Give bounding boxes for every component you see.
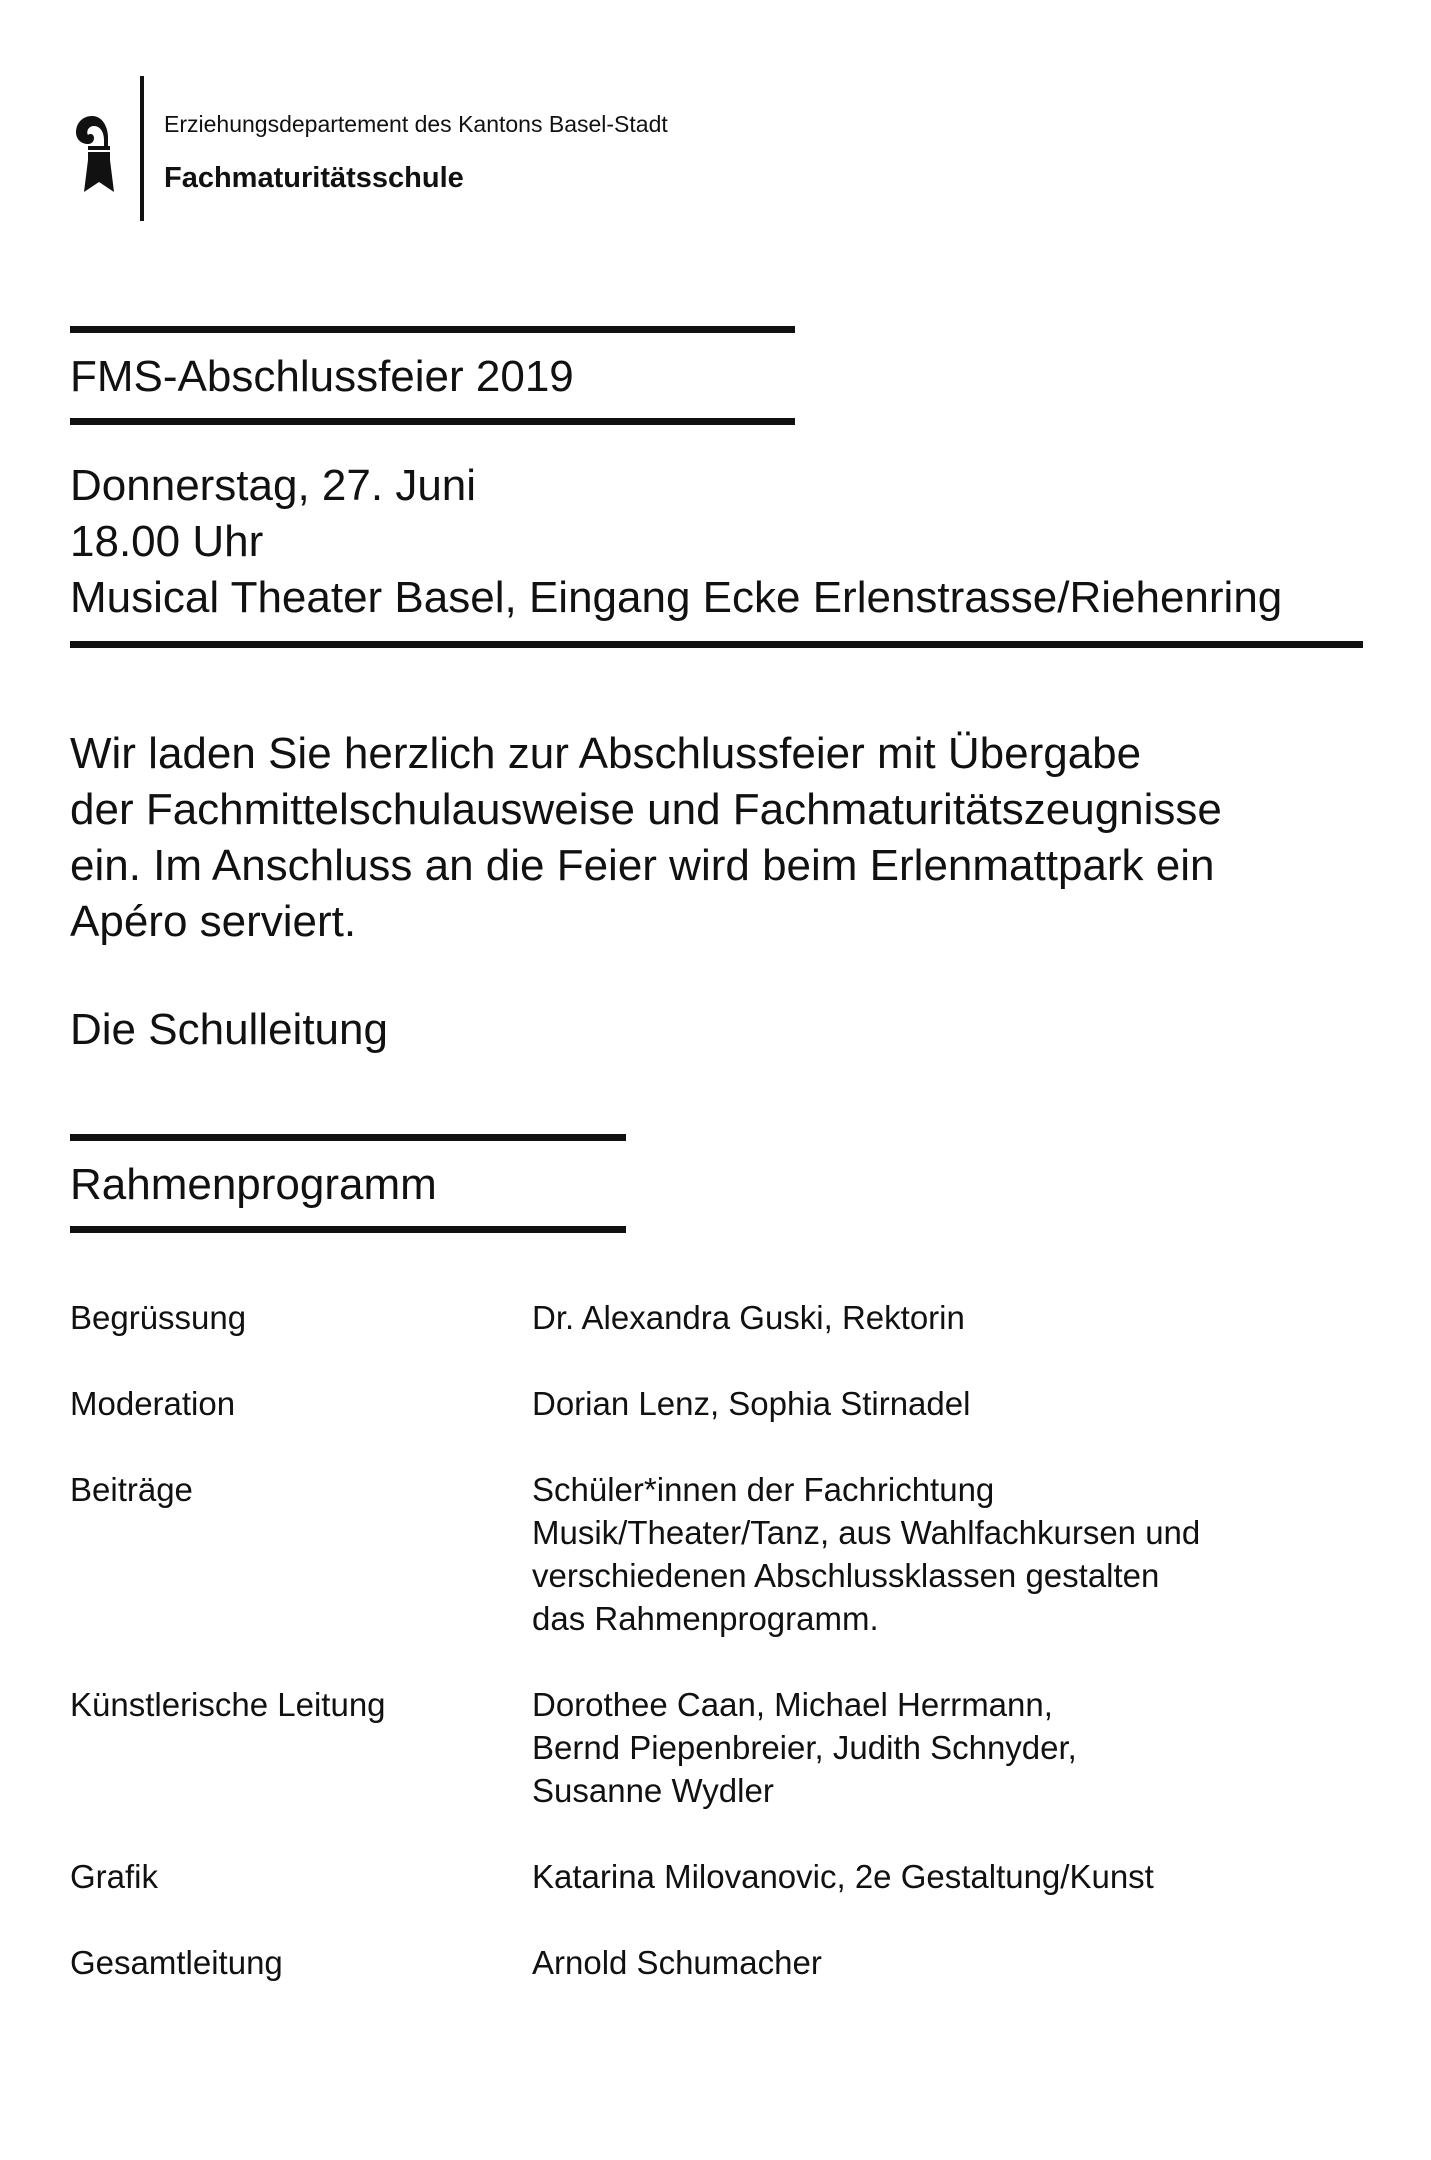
programme-label: Beiträge [70, 1471, 193, 1508]
programme-value [532, 1468, 1370, 1640]
programme-row [70, 1296, 1370, 1339]
programme-row [70, 1855, 1370, 1898]
invitation-line: Apéro serviert. [70, 897, 357, 946]
programme-rule-top [70, 1134, 626, 1141]
programme-row [70, 1683, 1370, 1812]
venue-rule [70, 641, 1363, 648]
programme-title: Rahmenprogramm [70, 1160, 437, 1209]
header-divider [140, 76, 144, 221]
invitation-text [70, 726, 1370, 950]
programme-value-line: Musik/Theater/Tanz, aus Wahlfachkursen und [532, 1514, 1201, 1551]
signature: Die Schulleitung [70, 1005, 388, 1054]
programme-value-line: Bernd Piepenbreier, Judith Schnyder, [532, 1729, 1077, 1766]
programme-value [532, 1382, 1370, 1425]
programme-value-line: Dorothee Caan, Michael Herrmann, [532, 1686, 1053, 1723]
programme-label: Grafik [70, 1858, 159, 1895]
title-rule-bottom [70, 418, 795, 425]
programme-label: Begrüssung [70, 1299, 247, 1336]
event-date: Donnerstag, 27. Juni [70, 461, 477, 510]
programme-value-line: Arnold Schumacher [532, 1944, 822, 1981]
event-title: FMS-Abschlussfeier 2019 [70, 352, 574, 401]
invitation-line: ein. Im Anschluss an die Feier wird beim Erlenmattpark ein [70, 841, 1215, 890]
baselstab-icon [74, 112, 124, 202]
programme-value-line: Dorian Lenz, Sophia Stirnadel [532, 1385, 971, 1422]
programme-value-line: das Rahmenprogramm. [532, 1600, 879, 1637]
invitation-line: Wir laden Sie herzlich zur Abschlussfeier mit Übergabe [70, 729, 1142, 778]
programme-label: Gesamtleitung [70, 1944, 283, 1981]
programme-value-line: Susanne Wydler [532, 1772, 774, 1809]
programme-value-line: Dr. Alexandra Guski, Rektorin [532, 1299, 965, 1336]
invitation-line: der Fachmittelschulausweise und Fachmaturitätszeugnisse [70, 785, 1222, 834]
department-name: Erziehungsdepartement des Kantons Basel-Stadt [164, 111, 668, 137]
school-name: Fachmaturitätsschule [164, 162, 464, 194]
programme-row [70, 1941, 1370, 1984]
programme-table [70, 1296, 1370, 2027]
programme-value [532, 1855, 1370, 1898]
programme-value-line: Schüler*innen der Fachrichtung [532, 1471, 995, 1508]
title-rule-top [70, 326, 795, 333]
event-venue: Musical Theater Basel, Eingang Ecke Erlenstrasse/Riehenring [70, 573, 1283, 622]
programme-value-line: Katarina Milovanovic, 2e Gestaltung/Kunst [532, 1858, 1154, 1895]
programme-value [532, 1683, 1370, 1812]
programme-value [532, 1941, 1370, 1984]
programme-rule-bottom [70, 1226, 626, 1233]
programme-row [70, 1382, 1370, 1425]
programme-value [532, 1296, 1370, 1339]
programme-value-line: verschiedenen Abschlussklassen gestalten [532, 1557, 1160, 1594]
programme-row [70, 1468, 1370, 1640]
event-time: 18.00 Uhr [70, 517, 264, 566]
programme-label: Künstlerische Leitung [70, 1686, 386, 1723]
programme-label: Moderation [70, 1385, 236, 1422]
